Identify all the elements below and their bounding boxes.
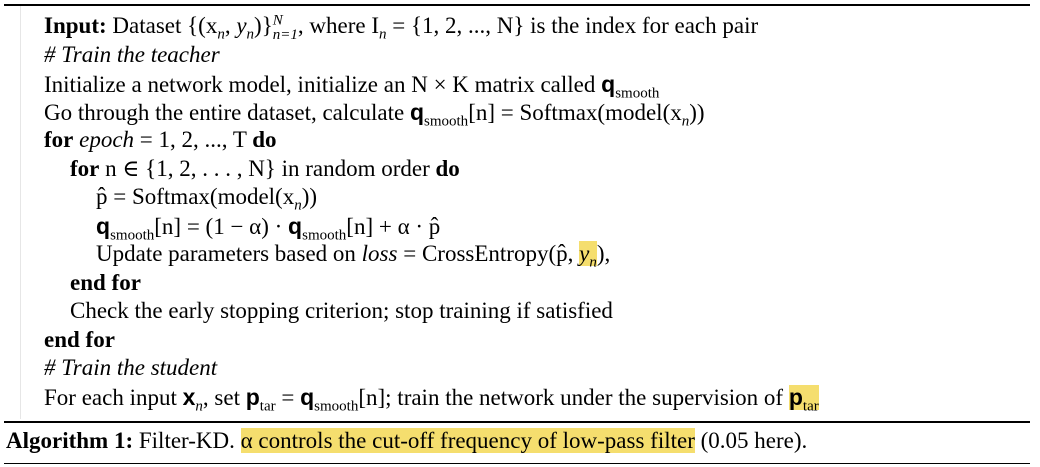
student-line: For each input $x_n$, set $p_{tar} = q_{smooth}[n]$; train the network under the supervision of $p_{tar}$ [44,384,819,415]
input-text: Dataset {(x [112,13,218,38]
input-rest: , where I [297,13,379,38]
for-epoch-line: for epoch = 1, 2, ..., T do [44,127,277,152]
caption-label: Algorithm 1: [6,428,134,453]
p-tar-highlight: $p_{tar}$ [788,384,819,415]
early-stop-line: Check the early stopping criterion; stop training if satisfied [70,298,613,323]
input-line: Input: Dataset {($x_n$, $y_n)\}^N_{n=1}$, where $I_n = \{1$, 2, ..., N} is the index for each pair [44,12,759,43]
caption-name: Filter-KD. [133,428,241,453]
comment-student: # Train the student [44,355,218,380]
caption-tail: (0.05 here). [694,428,808,453]
input-label: Input: [44,13,107,38]
update-params-line: Update parameters based on loss = CrossEntropy(p̂, $y_n$), [96,241,611,271]
bottom-rule [4,463,1030,464]
for-n-line: for n ∈ {1, 2, . . . , N} in random order do [70,156,460,181]
top-rule [4,4,1030,6]
algorithm-caption [6,426,807,456]
caption-rule [4,421,1030,423]
end-for-outer: end for [44,327,115,352]
input-def: = {1, 2, ..., N} is the index for each pair [386,13,759,38]
caption-highlight: α controls the cut-off frequency of low-pass filter [240,428,695,453]
comment-teacher: # Train the teacher [44,42,220,67]
init-line: Initialize a network model, initialize an N × K matrix called $q_{smooth}$ [44,71,660,102]
go-through-line: Go through the entire dataset, calculate $q_{smooth}[n]$ = $Softmax(model(x_n))$ [44,99,705,130]
end-for-inner: end for [70,270,141,295]
q-update-line: $q_{smooth}[n] = (1 - \alpha) \cdot q_{smooth}[n] + \alpha$ · p̂ [96,213,441,244]
left-guide-line [20,6,21,419]
y-n-highlight: $y_n$ [579,241,597,271]
phat-line: p̂ = $Softmax(model(x_n))$ [96,184,318,214]
